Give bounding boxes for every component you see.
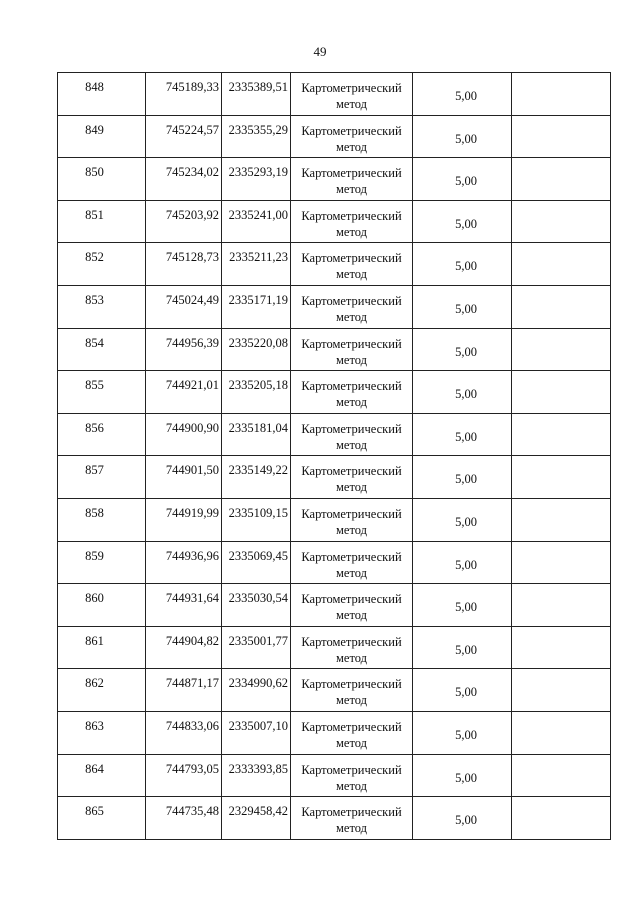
point-number-cell: 861 [58, 626, 146, 669]
method-text-line: метод [335, 522, 367, 537]
x-coordinate-cell: 744833,06 [146, 711, 222, 754]
accuracy-cell: 5,00 [413, 584, 512, 627]
accuracy-cell: 5,00 [413, 73, 512, 116]
table-row [58, 541, 611, 584]
x-coordinate-cell: 745128,73 [146, 243, 222, 286]
y-coordinate-cell: 2335293,19 [222, 158, 291, 201]
method-text-line: метод [335, 267, 367, 282]
coordinates-table [57, 72, 611, 840]
y-coordinate-cell: 2335241,00 [222, 200, 291, 243]
note-cell [512, 541, 611, 584]
method-cell [291, 115, 413, 158]
y-coordinate-cell: 2334990,62 [222, 669, 291, 712]
method-text-line: метод [335, 97, 367, 111]
x-coordinate-cell: 744921,01 [146, 371, 222, 414]
method-text-line: Картометрический [301, 464, 402, 479]
point-number-cell: 848 [58, 73, 146, 116]
method-text-line: метод [335, 395, 367, 410]
note-cell [512, 669, 611, 712]
note-cell [512, 456, 611, 499]
method-text-line: метод [335, 650, 367, 665]
note-cell [512, 200, 611, 243]
point-number-cell: 853 [58, 285, 146, 328]
accuracy-cell: 5,00 [413, 669, 512, 712]
point-number-cell: 850 [58, 158, 146, 201]
x-coordinate-cell: 745024,49 [146, 285, 222, 328]
accuracy-cell: 5,00 [413, 797, 512, 840]
note-cell [512, 285, 611, 328]
table-row [58, 413, 611, 456]
method-text-line: Картометрический [301, 677, 402, 692]
table-row [58, 498, 611, 541]
method-cell [291, 541, 413, 584]
note-cell [512, 626, 611, 669]
method-text-line: Картометрический [301, 81, 402, 95]
note-cell [512, 413, 611, 456]
method-cell [291, 584, 413, 627]
point-number-cell: 862 [58, 669, 146, 712]
table-body [58, 73, 611, 840]
y-coordinate-cell: 2335001,77 [222, 626, 291, 669]
method-cell [291, 285, 413, 328]
note-cell [512, 158, 611, 201]
x-coordinate-cell: 744871,17 [146, 669, 222, 712]
table-row [58, 158, 611, 201]
method-text-line: метод [335, 352, 367, 367]
method-text-line: Картометрический [301, 123, 402, 138]
table-row [58, 285, 611, 328]
note-cell [512, 328, 611, 371]
y-coordinate-cell: 2335355,29 [222, 115, 291, 158]
x-coordinate-cell: 744904,82 [146, 626, 222, 669]
y-coordinate-cell: 2335205,18 [222, 371, 291, 414]
method-text-line: метод [335, 608, 367, 623]
y-coordinate-cell: 2335030,54 [222, 584, 291, 627]
method-cell [291, 626, 413, 669]
x-coordinate-cell: 744956,39 [146, 328, 222, 371]
accuracy-cell: 5,00 [413, 711, 512, 754]
point-number-cell: 849 [58, 115, 146, 158]
method-cell [291, 498, 413, 541]
method-text-line: Картометрический [301, 549, 402, 564]
x-coordinate-cell: 745203,92 [146, 200, 222, 243]
point-number-cell: 857 [58, 456, 146, 499]
method-cell [291, 669, 413, 712]
x-coordinate-cell: 745234,02 [146, 158, 222, 201]
table-row [58, 754, 611, 797]
accuracy-cell: 5,00 [413, 498, 512, 541]
note-cell [512, 73, 611, 116]
method-text-line: Картометрический [301, 634, 402, 649]
x-coordinate-cell: 745224,57 [146, 115, 222, 158]
method-cell [291, 73, 413, 116]
note-cell [512, 754, 611, 797]
table-row [58, 371, 611, 414]
note-cell [512, 797, 611, 840]
method-cell [291, 200, 413, 243]
x-coordinate-cell: 744900,90 [146, 413, 222, 456]
accuracy-cell: 5,00 [413, 200, 512, 243]
accuracy-cell: 5,00 [413, 541, 512, 584]
method-text-line: Картометрический [301, 719, 402, 734]
method-cell [291, 371, 413, 414]
table-row [58, 711, 611, 754]
accuracy-cell: 5,00 [413, 413, 512, 456]
x-coordinate-cell: 744901,50 [146, 456, 222, 499]
x-coordinate-cell: 744793,05 [146, 754, 222, 797]
method-cell [291, 797, 413, 840]
note-cell [512, 115, 611, 158]
table-row [58, 584, 611, 627]
method-text-line: Картометрический [301, 762, 402, 777]
method-text-line: Картометрический [301, 805, 402, 820]
method-cell [291, 754, 413, 797]
method-text-line: метод [335, 480, 367, 495]
method-text-line: метод [335, 735, 367, 750]
method-text-line: метод [335, 182, 367, 197]
method-text-line: Картометрический [301, 208, 402, 223]
method-text-line: Картометрический [301, 506, 402, 521]
method-text-line: метод [335, 139, 367, 154]
method-text-line: Картометрический [301, 379, 402, 394]
note-cell [512, 243, 611, 286]
y-coordinate-cell: 2335109,15 [222, 498, 291, 541]
method-cell [291, 711, 413, 754]
y-coordinate-cell: 2335171,19 [222, 285, 291, 328]
accuracy-cell: 5,00 [413, 456, 512, 499]
method-cell [291, 243, 413, 286]
point-number-cell: 852 [58, 243, 146, 286]
note-cell [512, 498, 611, 541]
method-cell [291, 158, 413, 201]
table-row [58, 243, 611, 286]
method-text-line: Картометрический [301, 293, 402, 308]
y-coordinate-cell: 2335149,22 [222, 456, 291, 499]
table-row [58, 115, 611, 158]
x-coordinate-cell: 744931,64 [146, 584, 222, 627]
method-text-line: метод [335, 821, 367, 836]
point-number-cell: 855 [58, 371, 146, 414]
point-number-cell: 854 [58, 328, 146, 371]
method-text-line: Картометрический [301, 336, 402, 351]
method-text-line: метод [335, 437, 367, 452]
y-coordinate-cell: 2333393,85 [222, 754, 291, 797]
accuracy-cell: 5,00 [413, 371, 512, 414]
x-coordinate-cell: 744936,96 [146, 541, 222, 584]
table-row [58, 626, 611, 669]
point-number-cell: 856 [58, 413, 146, 456]
point-number-cell: 863 [58, 711, 146, 754]
accuracy-cell: 5,00 [413, 328, 512, 371]
y-coordinate-cell: 2335181,04 [222, 413, 291, 456]
method-text-line: метод [335, 309, 367, 324]
method-text-line: метод [335, 224, 367, 239]
point-number-cell: 851 [58, 200, 146, 243]
accuracy-cell: 5,00 [413, 115, 512, 158]
y-coordinate-cell: 2335069,45 [222, 541, 291, 584]
method-text-line: Картометрический [301, 592, 402, 607]
y-coordinate-cell: 2335211,23 [222, 243, 291, 286]
method-cell [291, 456, 413, 499]
table-row [58, 328, 611, 371]
method-text-line: Картометрический [301, 166, 402, 181]
page-number: 49 [313, 44, 327, 59]
method-cell [291, 328, 413, 371]
method-text-line: метод [335, 565, 367, 580]
table-row [58, 200, 611, 243]
accuracy-cell: 5,00 [413, 626, 512, 669]
accuracy-cell: 5,00 [413, 158, 512, 201]
x-coordinate-cell: 744919,99 [146, 498, 222, 541]
accuracy-cell: 5,00 [413, 243, 512, 286]
method-text-line: Картометрический [301, 251, 402, 266]
y-coordinate-cell: 2335389,51 [222, 73, 291, 116]
table-row [58, 456, 611, 499]
table-row [58, 669, 611, 712]
table-row [58, 797, 611, 840]
point-number-cell: 860 [58, 584, 146, 627]
point-number-cell: 859 [58, 541, 146, 584]
note-cell [512, 584, 611, 627]
point-number-cell: 858 [58, 498, 146, 541]
point-number-cell: 864 [58, 754, 146, 797]
y-coordinate-cell: 2335007,10 [222, 711, 291, 754]
method-cell [291, 413, 413, 456]
note-cell [512, 371, 611, 414]
accuracy-cell: 5,00 [413, 285, 512, 328]
method-text-line: метод [335, 778, 367, 793]
y-coordinate-cell: 2329458,42 [222, 797, 291, 840]
y-coordinate-cell: 2335220,08 [222, 328, 291, 371]
table-row [58, 73, 611, 116]
method-text-line: метод [335, 693, 367, 708]
x-coordinate-cell: 744735,48 [146, 797, 222, 840]
accuracy-cell: 5,00 [413, 754, 512, 797]
point-number-cell: 865 [58, 797, 146, 840]
method-text-line: Картометрический [301, 421, 402, 436]
note-cell [512, 711, 611, 754]
x-coordinate-cell: 745189,33 [146, 73, 222, 116]
